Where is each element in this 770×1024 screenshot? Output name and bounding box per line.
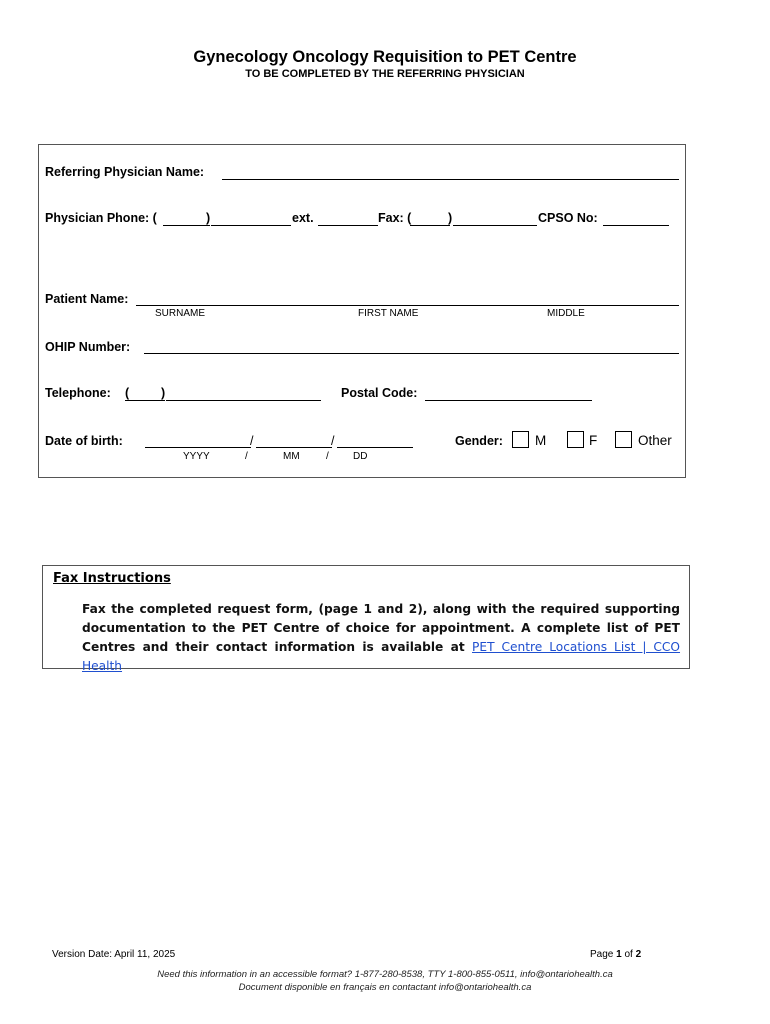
yyyy-caption: YYYY	[183, 451, 210, 462]
gender-f-label: F	[589, 433, 598, 448]
gender-other-checkbox[interactable]	[615, 431, 632, 448]
page-prefix: Page	[590, 949, 614, 960]
gender-label: Gender:	[455, 434, 503, 448]
patient-name-label: Patient Name:	[45, 292, 129, 306]
gender-m-label: M	[535, 433, 547, 448]
page-total: 2	[635, 949, 642, 960]
patient-name-field[interactable]	[136, 305, 679, 306]
middle-caption: MIDDLE	[547, 308, 585, 319]
surname-caption: SURNAME	[155, 308, 206, 319]
postal-code-label: Postal Code:	[341, 386, 418, 400]
dob-separator-1: /	[250, 434, 254, 448]
ohip-label: OHIP Number:	[45, 340, 131, 354]
accessible-format-note: Need this information in an accessible format? 1-877-280-8538, TTY 1-800-855-0511, info@ontariohealth.ca	[157, 969, 613, 980]
gender-f-checkbox[interactable]	[567, 431, 584, 448]
referring-physician-label: Referring Physician Name:	[45, 165, 205, 179]
ext-label: ext.	[292, 211, 314, 225]
yyyy-mm-separator: /	[245, 451, 248, 462]
fax-instructions-heading: Fax Instructions	[53, 571, 171, 586]
page-number	[590, 949, 641, 960]
telephone-area-code-field[interactable]	[125, 400, 165, 401]
cpso-field[interactable]	[603, 225, 669, 226]
fax-close-paren: )	[448, 211, 453, 225]
version-date: Version Date: April 11, 2025	[52, 949, 176, 960]
physician-phone-number-field[interactable]	[211, 225, 291, 226]
french-availability-note: Document disponible en français en contactant info@ontariohealth.ca	[238, 982, 532, 993]
pet-centre-locations-link[interactable]: PET Centre Locations List | CCO Health	[82, 640, 681, 673]
fax-instructions-text	[82, 600, 680, 676]
ohip-number-field[interactable]	[144, 353, 679, 354]
postal-code-field[interactable]	[425, 400, 592, 401]
fax-area-code-field[interactable]	[410, 225, 450, 226]
fax-instructions-body: Fax the completed request form, (page 1 and 2), along with the required supporting documentation to the PET Centre of choice for appointment. A complete list of PET Centres and their contact information is available at	[82, 602, 680, 654]
physician-phone-label: Physician Phone: (	[45, 211, 157, 225]
gender-other-label: Other	[638, 433, 672, 448]
first-name-caption: FIRST NAME	[358, 308, 419, 319]
footer-note	[0, 968, 770, 994]
ext-field[interactable]	[318, 225, 378, 226]
form-title: Gynecology Oncology Requisition to PET Centre	[193, 48, 577, 66]
page-current: 1	[616, 949, 622, 960]
page-of: of	[624, 949, 633, 960]
cpso-label: CPSO No:	[538, 211, 598, 225]
dob-month-field[interactable]	[256, 447, 332, 448]
telephone-label: Telephone:	[45, 386, 111, 400]
dd-caption: DD	[353, 451, 368, 462]
dob-separator-2: /	[331, 434, 335, 448]
mm-caption: MM	[283, 451, 300, 462]
fax-label: Fax: (	[378, 211, 412, 225]
mm-dd-separator: /	[326, 451, 329, 462]
dob-day-field[interactable]	[337, 447, 413, 448]
telephone-open-paren: (	[125, 386, 130, 400]
dob-year-field[interactable]	[145, 447, 251, 448]
gender-m-checkbox[interactable]	[512, 431, 529, 448]
referring-physician-field[interactable]	[222, 179, 679, 180]
form-subtitle: TO BE COMPLETED BY THE REFERRING PHYSICIAN	[245, 68, 525, 80]
fax-number-field[interactable]	[453, 225, 537, 226]
dob-label: Date of birth:	[45, 434, 123, 448]
physician-phone-area-code-field[interactable]	[163, 225, 210, 226]
physician-phone-close-paren: )	[206, 211, 211, 225]
telephone-number-field[interactable]	[166, 400, 321, 401]
telephone-close-paren: )	[161, 386, 166, 400]
